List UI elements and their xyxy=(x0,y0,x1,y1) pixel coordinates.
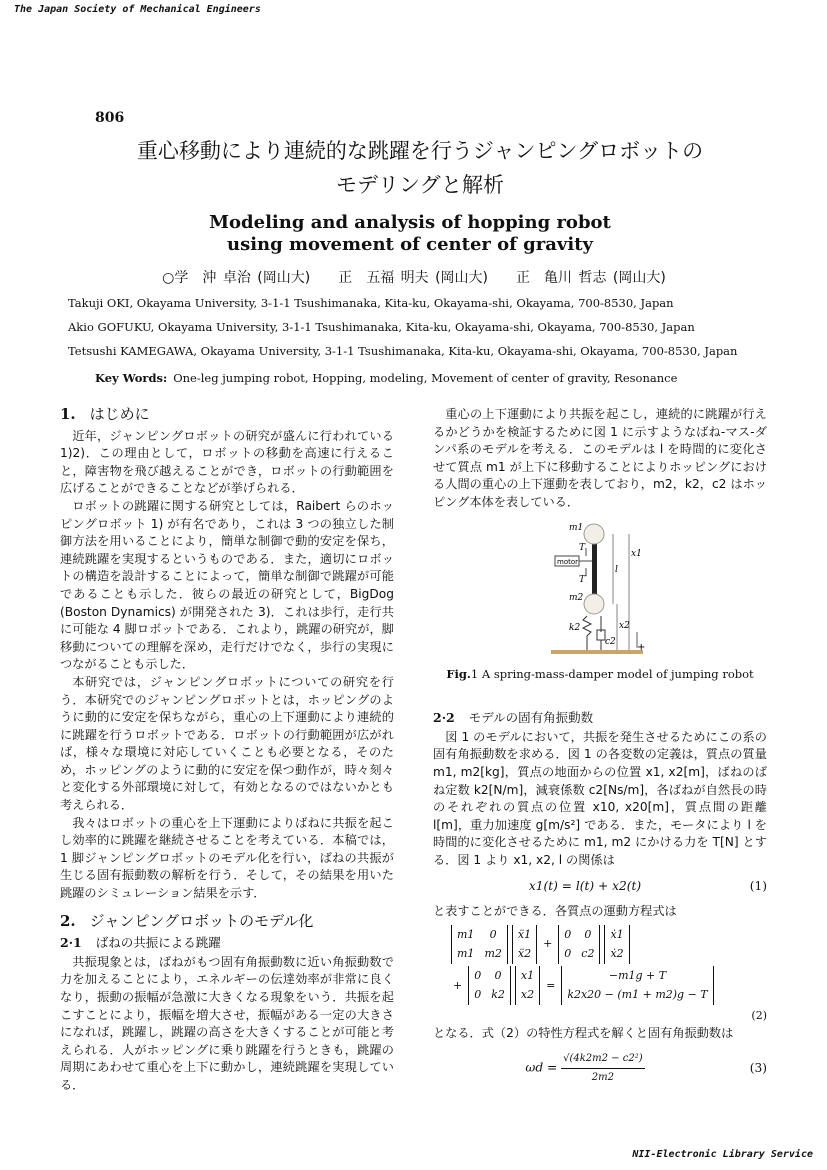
affiliation-oki: Takuji OKI, Okayama University, 3-1-1 Tsushimanaka, Kita-ku, Okayama-shi, Okayama, 700-8530, Japan xyxy=(68,296,674,310)
paper-number: 806 xyxy=(95,110,125,126)
equals-operator: = xyxy=(546,978,556,992)
mass-matrix-cell: m2 xyxy=(484,947,502,961)
journal-header: The Japan Society of Mechanical Engineers xyxy=(14,4,261,15)
stiffness-matrix-cell: 0 xyxy=(494,968,502,982)
stiffness-matrix xyxy=(468,966,511,1005)
position-vector xyxy=(515,966,540,1005)
subsection22-number: 2·2 xyxy=(433,710,455,726)
keywords-text: One-leg jumping robot, Hopping, modeling, Movement of center of gravity, Resonance xyxy=(173,371,678,385)
label-c2: c2 xyxy=(605,636,616,647)
equation-3 xyxy=(433,1050,767,1086)
acceleration-cell: ẍ1 xyxy=(517,927,532,941)
equation-3-body xyxy=(433,1050,737,1086)
mass-matrix-cell: 0 xyxy=(489,927,497,941)
section1-number: 1. xyxy=(60,405,76,423)
subsection22-paragraph: 図 1 のモデルにおいて，共振を発生させるためにこの系の固有角振動数を求める．図 1 の各変数の定義は，質点の質量 m1, m2[kg]，質点の地面からの位置 x1, x2[m]，ばねのばね定数 k2[N/m]，減衰係数 c2[Ns/m]，各ばねが自然長の時のそれぞれの質点の位置 x10, x20[m]，質点間の距離 l[m]，重力加速度 g[m/s²] である．また，モータにより l を時間的に変化させるために m1, m2 にかける力を T[N] とする．図 1 より x1, x2, l の関係は xyxy=(433,729,767,867)
force-cell: k2x20 − (m1 + m2)g − T xyxy=(567,988,708,1002)
label-x2: x2 xyxy=(619,620,630,631)
label-plus: + xyxy=(637,641,646,653)
subsection22-title: モデルの固有角振動数 xyxy=(468,710,594,726)
model-intro-paragraph: 重心の上下運動により共振を起こし，連続的に跳躍が行えるかどうかを検証するために図 1 に示すようなばね-マス-ダンパ系のモデルを考える．このモデルは l を時間的に変化させて質点 m1 が上下に移動することによりホッピングにおける人間の重心の上下運動を表しており，m2，k2，c2 はホッピング本体を表している． xyxy=(433,407,767,509)
label-k2: k2 xyxy=(569,622,581,633)
mass-m2 xyxy=(584,594,604,614)
damping-matrix-cell: c2 xyxy=(581,947,595,961)
mass-matrix xyxy=(451,925,508,964)
equation-2-row2 xyxy=(451,966,767,1005)
velocity-cell: ẋ2 xyxy=(610,947,624,961)
section1-paragraph2: ロボットの跳躍に関する研究としては，Raibert らのホッピングロボット 1) が有名であり，これは 3 つの独立した制御方法を用いることにより，簡単な制御で動的安定を保ち，連続跳躍を実現するというものである．また，適切にロボットの構造を設計することによって，簡単な制御で跳躍が可能であることも示した．彼らの最近の研究として，BigDog (Boston Dynamics) が開発された 3)．これは歩行，走行共に可能な 4 脚ロボットである．これより，跳躍の研究が，脚移動についての理解を深め，走行だけでなく，歩行の実現につながることも示した． xyxy=(60,498,394,672)
japanese-title-line2: モデリングと解析 xyxy=(336,173,504,197)
position-cell: x2 xyxy=(520,988,535,1002)
subsection21-paragraph: 共振現象とは，ばねがもつ固有角振動数に近い角振動数で力を加えることにより，エネルギーの伝達効率が非常に良くなり，振動の振幅が急激に大きくなる現象をいう．共振を起こすことにより，振幅を増大させ，振幅がある一定の大きさになれば，跳躍し，跳躍の高さを大きくすることが可能と考えられる．人がホッピングに乗り跳躍を行うときも，跳躍の周期にあわせて重心を上下に動かし，連続跳躍を実現している． xyxy=(60,954,394,1092)
stiffness-matrix-cell: k2 xyxy=(491,988,505,1002)
keywords xyxy=(95,371,677,385)
label-motor: motor xyxy=(557,557,579,566)
equation-1 xyxy=(433,878,767,896)
section1-paragraph3: 本研究では，ジャンピングロボットについての研究を行う．本研究でのジャンピングロボットとは，ホッピングのように動的に安定を保ちながら，重心の上下運動により連続的に跳躍を行うロボットである．ロボットの行動範囲が広がれば，様々な環境に対応していくことも必要となる，そのため，ホッピングのように動的に安定を保つ動作が，時々刻々と変化する外部環境に対して，有効となるのではないかとも考えられる． xyxy=(60,674,394,813)
velocity-cell: ẋ1 xyxy=(610,927,624,941)
affiliation-gofuku: Akio GOFUKU, Okayama University, 3-1-1 Tsushimanaka, Kita-ku, Okayama-shi, Okayama, 700-8530, Japan xyxy=(68,320,695,334)
equation-3-number: (3) xyxy=(749,1060,767,1075)
right-column xyxy=(433,406,767,1094)
section1-heading xyxy=(60,406,394,424)
equation-1-number: (1) xyxy=(749,878,767,893)
section2-number: 2. xyxy=(60,911,76,930)
equation-3-numerator: √(4k2m2 − c2²) xyxy=(561,1050,645,1069)
position-cell: x1 xyxy=(520,968,535,982)
equation-3-lhs: ωd = xyxy=(525,1060,558,1075)
equation-2-row1 xyxy=(451,925,767,964)
label-m2: m2 xyxy=(569,592,584,603)
mass-m1 xyxy=(584,524,604,544)
stiffness-matrix-cell: 0 xyxy=(474,968,482,982)
subsection21-number: 2·1 xyxy=(60,935,82,951)
acceleration-cell: ẍ2 xyxy=(517,947,532,961)
spring-k2 xyxy=(583,616,591,650)
section2-title: ジャンピングロボットのモデル化 xyxy=(89,911,314,930)
stiffness-matrix-cell: 0 xyxy=(474,988,482,1002)
english-title-line1: Modeling and analysis of hopping robot xyxy=(209,212,611,233)
equation-1-body: x1(t) = l(t) + x2(t) xyxy=(528,878,642,893)
equation-2 xyxy=(451,925,767,1025)
equation-3-denominator: 2m2 xyxy=(591,1071,614,1083)
left-column xyxy=(60,406,394,1095)
after-equation-1-text: と表すことができる．各質点の運動方程式は xyxy=(433,904,677,919)
figure-1 xyxy=(433,520,767,660)
subsection21-heading xyxy=(60,934,394,952)
subsection22-heading xyxy=(433,709,767,727)
spring-mass-damper-diagram xyxy=(433,520,767,660)
equation-2-number: (2) xyxy=(751,1009,767,1023)
subsection21-title: ばねの共振による跳躍 xyxy=(95,935,221,951)
label-m1: m1 xyxy=(569,522,584,533)
equation-3-fraction xyxy=(561,1050,645,1086)
label-T-down: T xyxy=(579,574,586,585)
japanese-title xyxy=(60,134,780,202)
label-l: l xyxy=(615,564,618,575)
japanese-title-line1: 重心移動により連続的な跳躍を行うジャンピングロボットの xyxy=(136,139,704,163)
plus-operator: + xyxy=(543,937,553,951)
figure-caption-text: 1 A spring-mass-damper model of jumping robot xyxy=(470,666,754,681)
label-x1: x1 xyxy=(631,548,642,559)
plus-operator: + xyxy=(453,978,463,992)
damping-matrix-cell: 0 xyxy=(584,927,592,941)
velocity-vector xyxy=(604,925,629,964)
mass-matrix-cell: m1 xyxy=(457,947,475,961)
keywords-label: Key Words: xyxy=(95,371,168,385)
label-T-up: T xyxy=(579,542,586,553)
section1-paragraph1: 近年，ジャンピングロボットの研究が盛んに行われている 1)2)．この理由として，ロボットの移動を高速に行えること，障害物を飛び越えることができ，ロボットの行動範囲を広げることができることなどが挙げられる． xyxy=(60,428,394,496)
mass-matrix-cell: m1 xyxy=(457,927,475,941)
force-vector xyxy=(561,966,713,1005)
acceleration-vector xyxy=(512,925,537,964)
english-title-line2: using movement of center of gravity xyxy=(227,234,593,255)
affiliation-kamegawa: Tetsushi KAMEGAWA, Okayama University, 3-1-1 Tsushimanaka, Kita-ku, Okayama-shi, Okayama, 700-8530, Japan xyxy=(68,344,738,358)
english-title xyxy=(60,212,760,256)
after-equation-2-text: となる．式（2）の特性方程式を解くと固有角振動数は xyxy=(433,1025,734,1040)
section1-title: はじめに xyxy=(89,405,150,423)
damping-matrix xyxy=(558,925,600,964)
damping-matrix-cell: 0 xyxy=(564,927,572,941)
damping-matrix-cell: 0 xyxy=(564,947,572,961)
library-footer: NII-Electronic Library Service xyxy=(632,1149,813,1160)
force-cell: −m1g + T xyxy=(608,968,667,982)
section2-heading xyxy=(60,913,394,931)
figure-caption-label: Fig. xyxy=(446,666,471,681)
author-list-japanese: ○学 沖 卓治 (岡山大) 正 五福 明夫 (岡山大) 正 亀川 哲志 (岡山大) xyxy=(162,270,666,286)
figure-1-caption xyxy=(433,666,767,684)
section1-paragraph4: 我々はロボットの重心を上下運動によりばねに共振を起こし効率的に跳躍を継続させることを考えている．本稿では，1 脚ジャンピングロボットのモデル化を行い，ばねの共振が生じる固有振動数の解析を行う．そして，その結果を用いた跳躍のシミュレーション結果を示す． xyxy=(60,815,394,901)
